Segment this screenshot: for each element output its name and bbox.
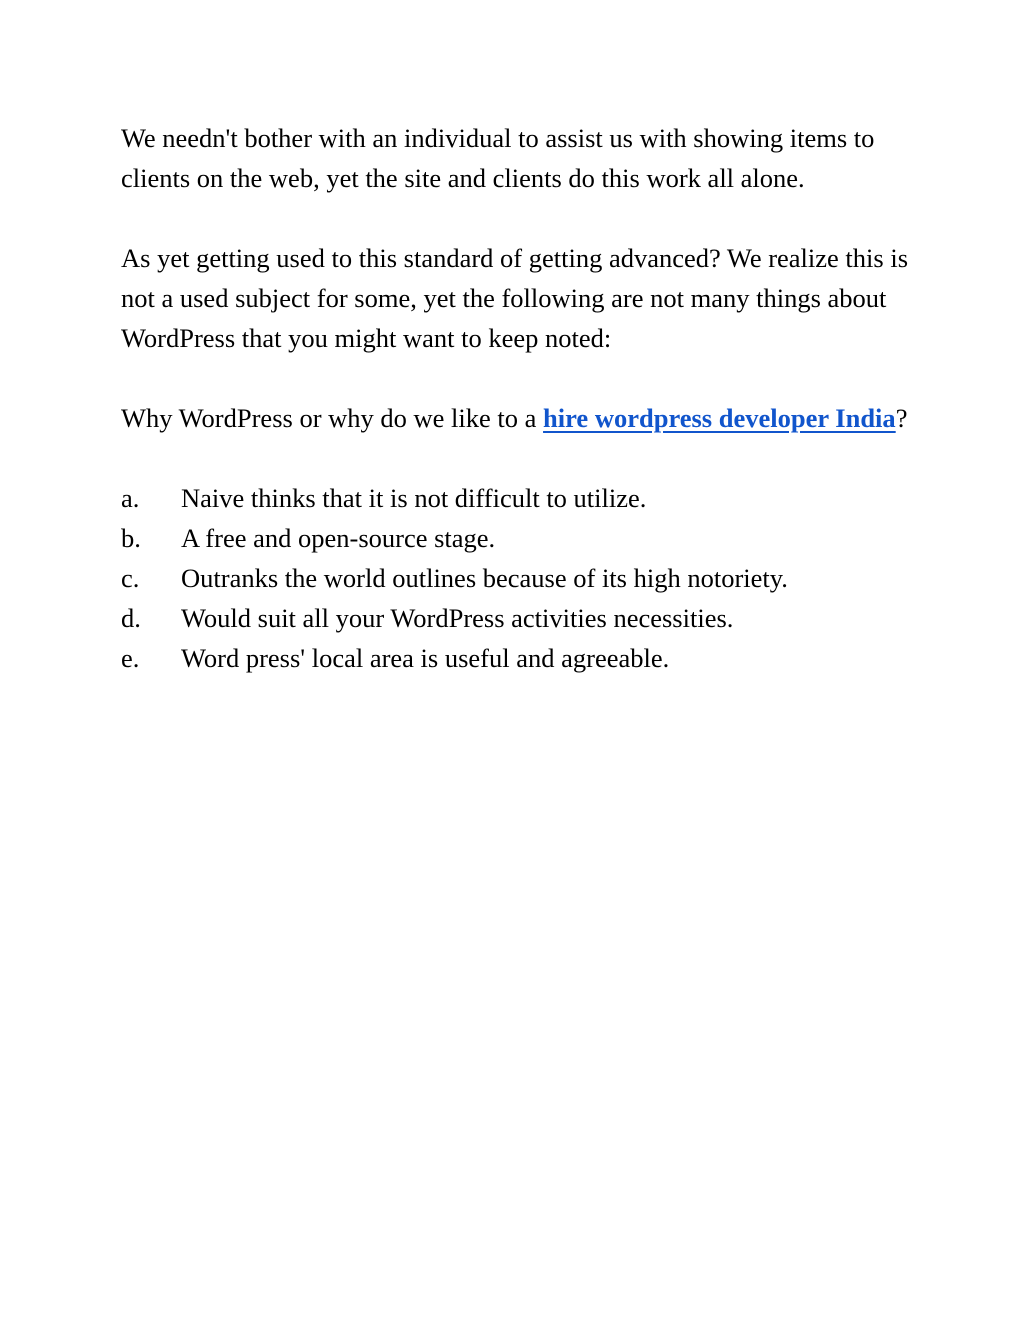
list-marker: c. bbox=[121, 563, 140, 593]
list-marker: b. bbox=[121, 523, 141, 553]
list-item-text: A free and open-source stage. bbox=[181, 523, 496, 553]
list-marker: a. bbox=[121, 483, 140, 513]
list-item-text: Word press' local area is useful and agreeable. bbox=[181, 643, 670, 673]
list-item-text: Naive thinks that it is not difficult to utilize. bbox=[181, 483, 647, 513]
question-mark: ? bbox=[895, 403, 908, 433]
list-item bbox=[121, 638, 911, 678]
question-text: Why WordPress or why do we like to a bbox=[121, 403, 544, 433]
list-marker: e. bbox=[121, 643, 140, 673]
document-page bbox=[121, 118, 911, 678]
hire-developer-link[interactable]: hire wordpress developer India bbox=[543, 403, 896, 433]
list-marker: d. bbox=[121, 603, 141, 633]
list-item-text: Would suit all your WordPress activities necessities. bbox=[181, 603, 734, 633]
paragraph-advanced: As yet getting used to this standard of getting advanced? We realize this is not a used subject for some, yet the following are not many things about WordPress that you might want to keep noted: bbox=[121, 243, 909, 353]
list-item-text: Outranks the world outlines because of its high notoriety. bbox=[181, 563, 788, 593]
paragraph-intro: We needn't bother with an individual to assist us with showing items to clients on the web, yet the site and clients do this work all alone. bbox=[121, 123, 875, 193]
list-item bbox=[121, 558, 911, 598]
reasons-list bbox=[121, 478, 911, 678]
list-item bbox=[121, 518, 911, 558]
list-item bbox=[121, 598, 911, 638]
list-item bbox=[121, 478, 911, 518]
question-paragraph bbox=[121, 398, 911, 438]
